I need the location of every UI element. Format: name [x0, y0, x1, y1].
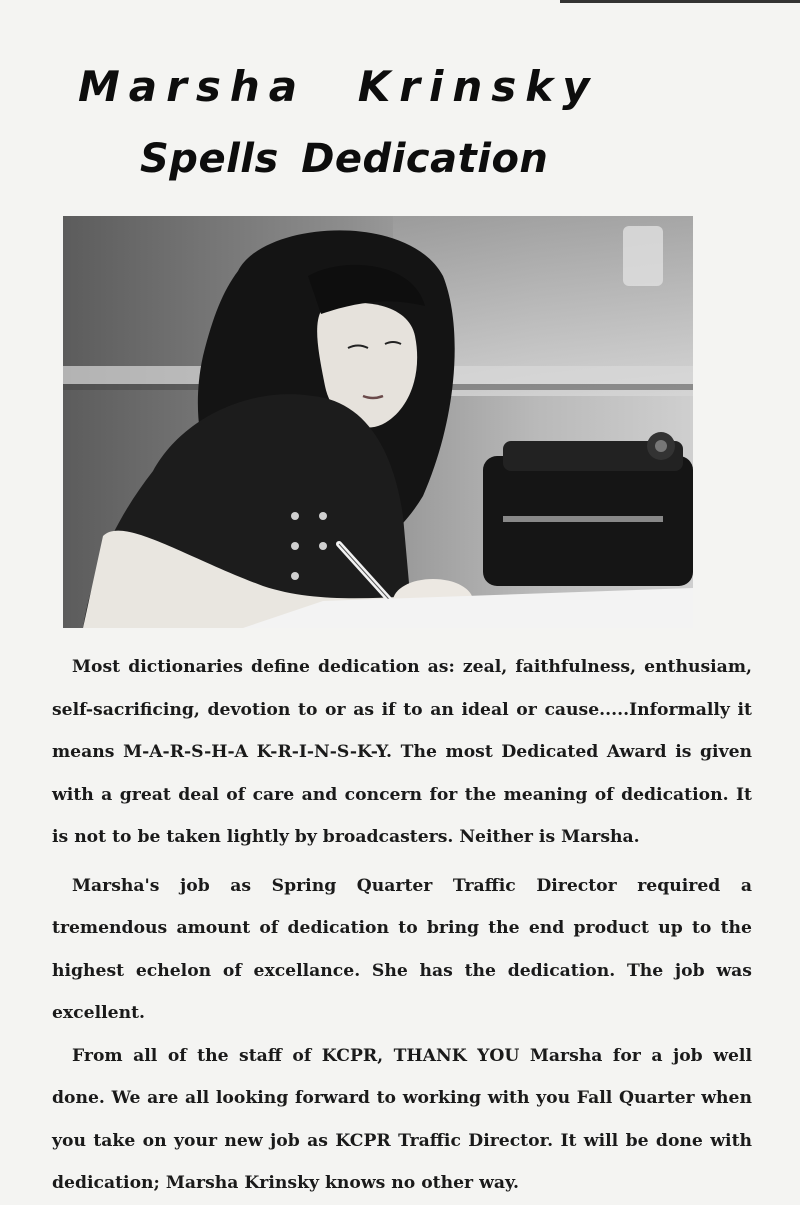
- woman-writing-at-desk-photo: [63, 216, 693, 628]
- headline-subtitle: Spells Dedication: [140, 136, 549, 182]
- article-paragraph: Marsha's job as Spring Quarter Traffic Director required a tremendous amount of dedication to bring the end product up to the highest echelon of excellance. She has the dedication. The job was excellent.: [52, 875, 752, 1023]
- headline-name: Marsha Krinsky: [78, 62, 599, 111]
- article-paragraph: From all of the staff of KCPR, THANK YOU Marsha for a job well done. We are all looking forward to working with you Fall Quarter when you take on your new job as KCPR Traffic Director. It will be done with dedication; Marsha Krinsky knows no other way.: [52, 1045, 752, 1193]
- article-paragraph: Most dictionaries define dedication as: zeal, faithfulness, enthusiam, self-sacrificing, devotion to or as if to an ideal or cause.....Informally it means M-A-R-S-H-A K-R-I-N-S-K-Y. The most Dedicated Award is given with a great deal of care and concern for the meaning of dedication. It is not to be taken lightly by broadcasters. Neither is Marsha.: [52, 657, 752, 847]
- article-body: [52, 646, 752, 1205]
- top-edge-rule: [560, 0, 800, 3]
